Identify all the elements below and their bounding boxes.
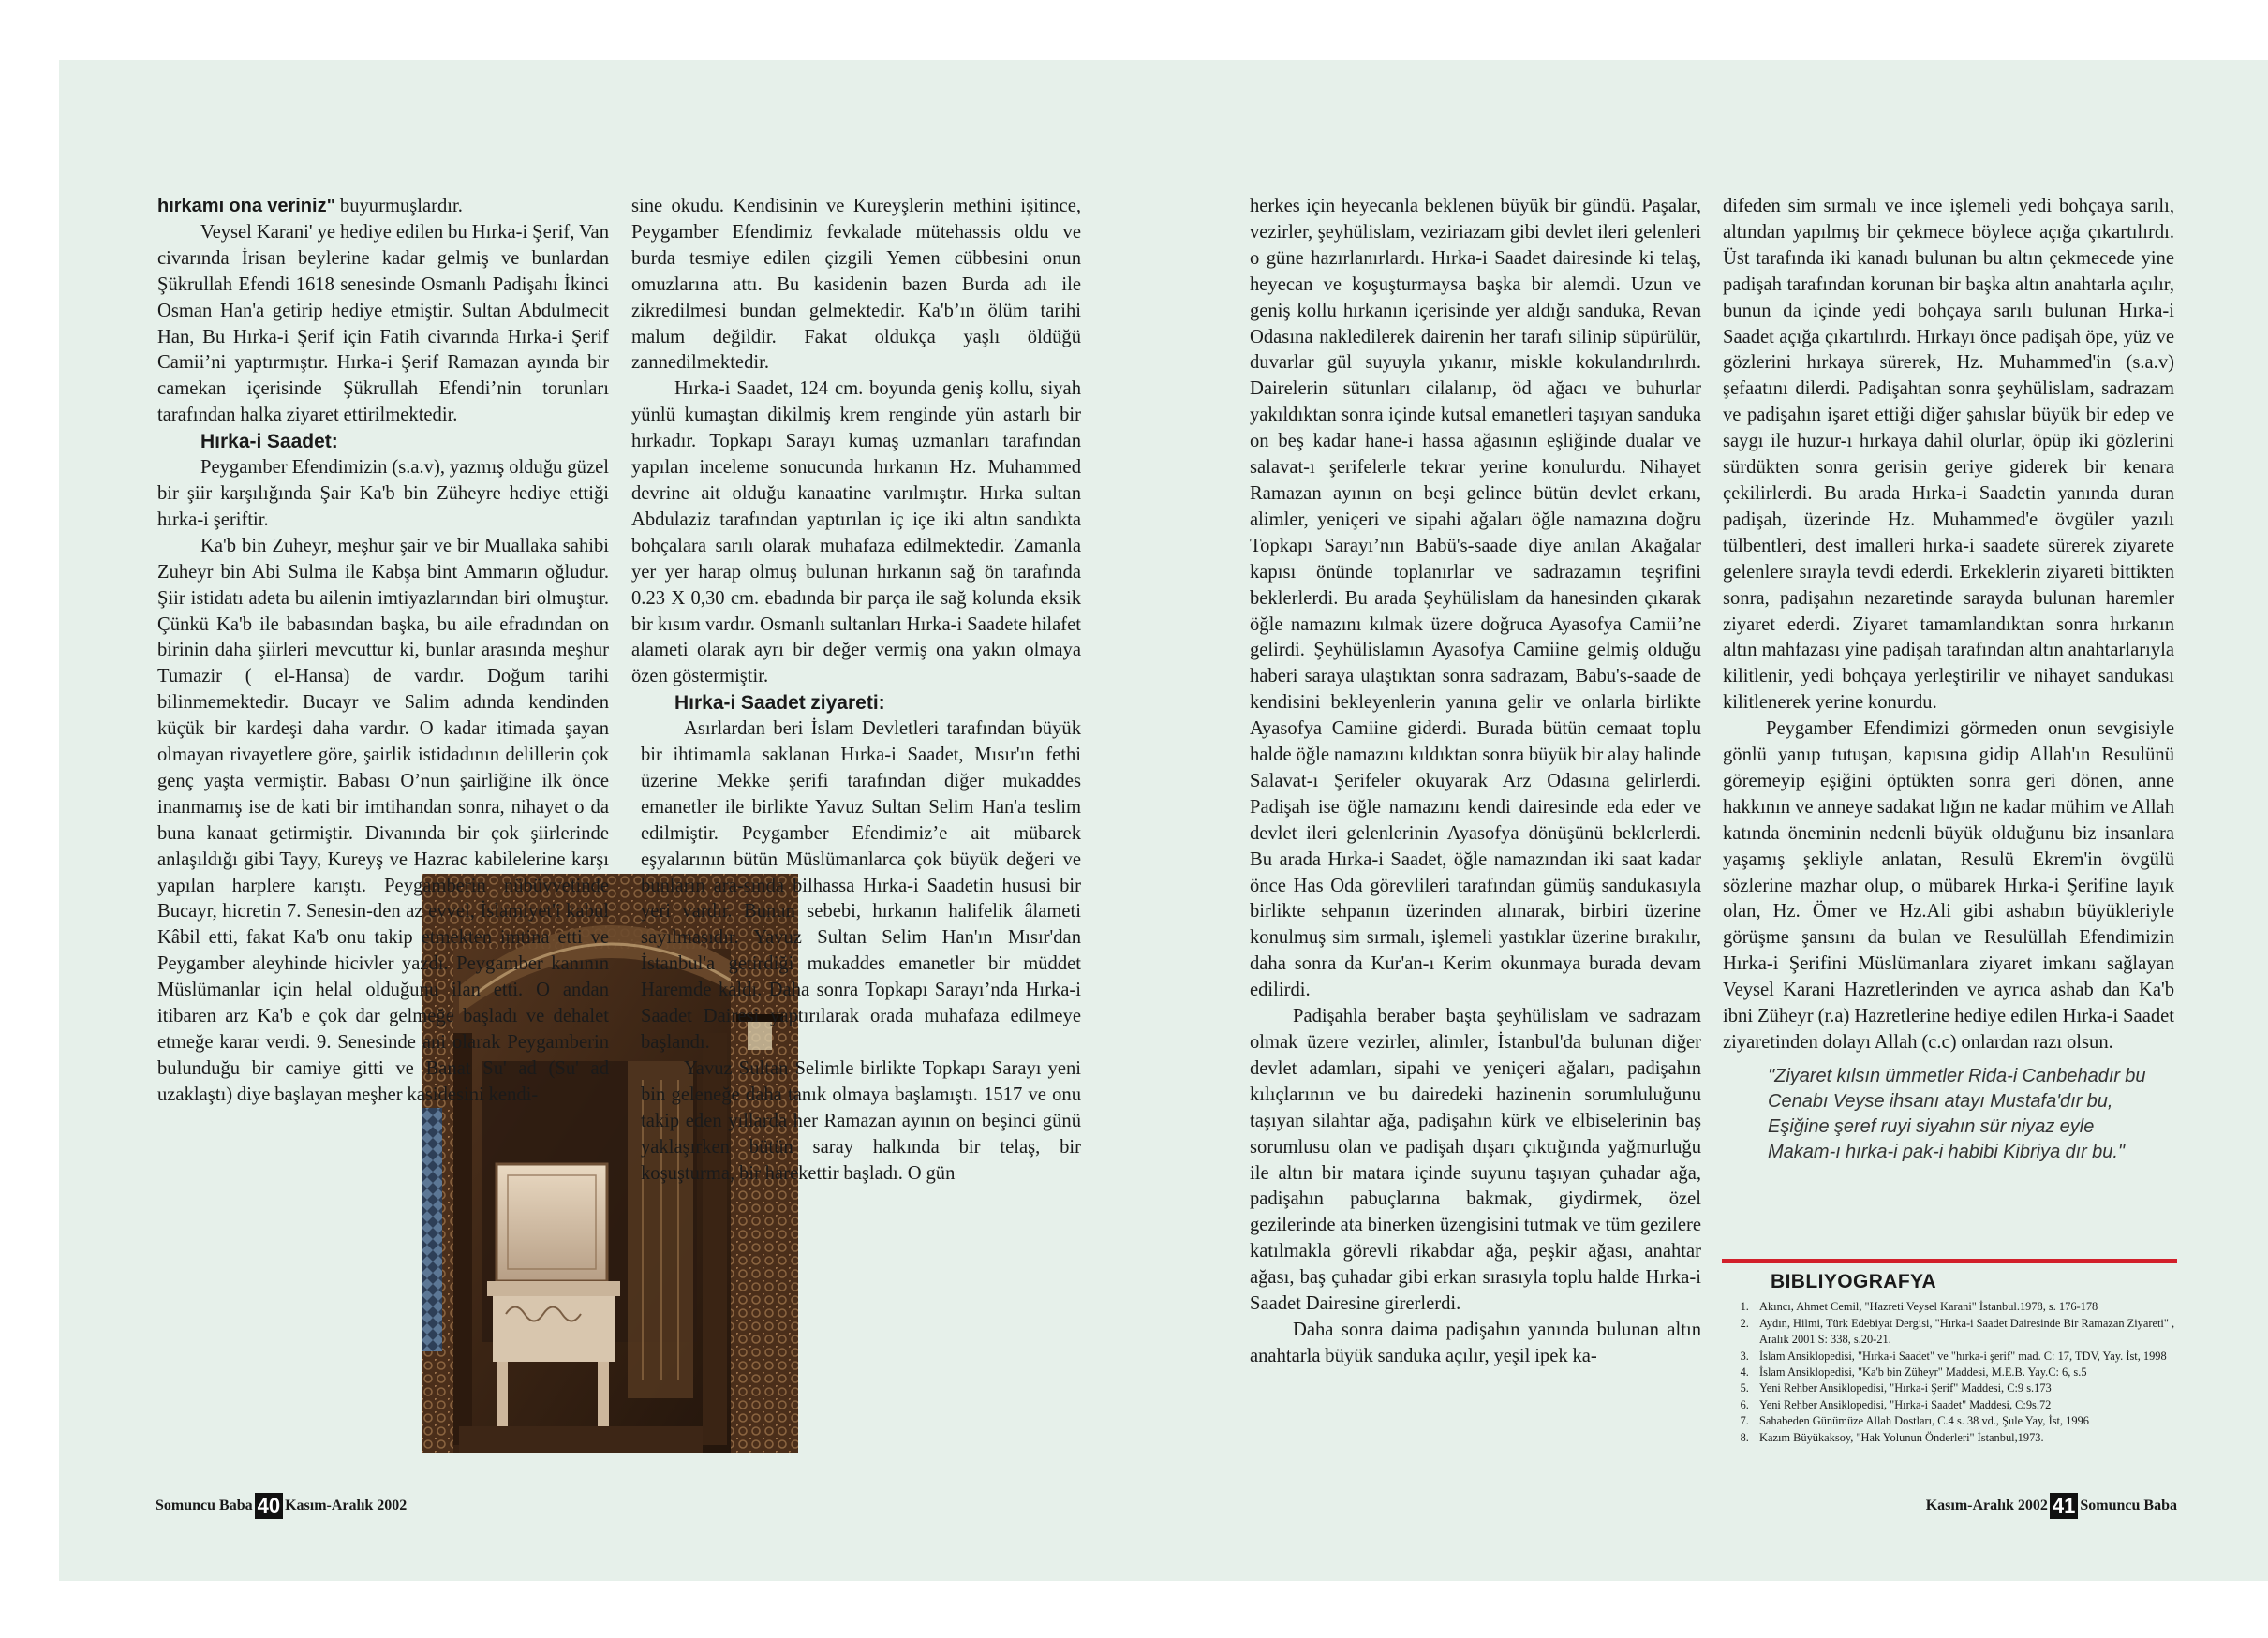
paragraph-text: Asırlardan beri İslam Devletleri tarafından büyük bir ihtimamla saklanan Hırka-i Saadet, Mısır'ın fethi üzerine Mekke şerifi tarafından diğer mukaddes emanetler ile birlikte Yavuz Sultan Selim Han'a teslim edilmiştir. Peygamber Efendimiz’e ait mübarek eşyalarının bütün Müslümanlarca çok büyük değeri ve bunların ara-sında bilhassa Hırka-i Saadetin hususi bir yeri vardır. Bunun sebebi, hırkanın halifelik âlameti sayılmasıdır. Yavuz Sultan Selim Han'ın Mısır'dan İstanbul'a getirdiği mukaddes emanetler bir müddet Haremde kaldı. Daha sonra Topkapı Sarayı’nda Hırka-i Saadet Dairesi yaptırılarak orada muhafaza edilmeye başlandı. (641, 718, 1081, 1053)
paragraph: Padişahla beraber başta şeyhülislam ve sadrazam olmak üzere vezirler, alimler, İstanbul'da bulunan diğer devlet adamları, sipahi ve yeniçeri ağaları, padişahın kılıçlarının ve bu dairedeki hazinenin sorumluluğunu taşıyan silahtar ağa, padişahın kürk ve elbiselerinin baş sorumlusu olan ve padişah dışarı çıktığında yağmurluğu ile altın bir matara içinde suyunu taşıyan çuhadar ağa, padişahın pabuçlarına bakmak, giydirmek, özel gezilerinde ata binerken üzengisini tutmak ve tüm gezilere katılmakla görevli rikabdar ağa, peşkir ağası, anahtar ağası, baş çuhadar gibi erkan sırasıyla toplu halde Hırka-i Saadet Dairesine girerlerdi. (1250, 1006, 1701, 1315)
column-2 (631, 194, 1081, 1421)
paragraph: Veysel Karani' ye hediye edilen bu Hırka-i Şerif, Van civarında İrisan beylerine kadar gelmiş ve bunlardan Şükrullah Efendi 1618 senesinde Osmanlı Padişahı İkinci Osman Han'a getirip hediye etmiştir. Sultan Abdulmecit Han, Bu Hırka-i Şerif için Fatih civarında Hırka-i Şerif Camii’ni yaptırmıştır. Hırka-i Şerif Ramazan ayında bir camekan içerisinde Şükrullah Efendi’nin torunları tarafından halka ziyaret ettirilmektedir. (157, 221, 609, 426)
paragraph: Yavuz Sultan Selimle birlikte Topkapı Sarayı yeni bin geleneğe daha tanık olmaya başlamıştı. 1517 ve onu takip eden yıllarda her Ramazan ayının on beşinci günü yaklaşırken bütün saray halkında bir telaş, bir koşuşturma, bir harekettir başladı. O gün (641, 1057, 1081, 1184)
paragraph-with-photo (631, 716, 1081, 1056)
bibliography (1724, 1271, 2177, 1446)
bibliography-title: BIBLIYOGRAFYA (1771, 1271, 1937, 1292)
poem-line: Eşiğine şeref ruyi siyahın sür niyaz eyle (1768, 1115, 2095, 1137)
bibliography-item: 1. Akıncı, Ahmet Cemil, "Hazreti Veysel Karani" İstanbul.1978, s. 176-178 (1752, 1299, 2177, 1315)
paragraph: difeden sim sırmalı ve ince işlemeli yedi bohçaya sarılı, altından yapılmış bir çekmece böylece açığa çıkartılırdı. Üst tarafında iki kanadı bulunan bu altın çekmecede yine padişah tarafından korunan bir başka altın anahtarla açılır, bunun da içinde yedi bohçaya sarılı bulunan Hırka-i Saadet açığa çıkartılırdı. Hırkayı önce padişah öpe, yüz ve gözlerini hırkaya sürerek, Hz. Muhammed'in (s.a.v) şefaatını dilerdi. Padişahtan sonra şeyhülislam, sadrazam ve padişahın işaret ettiği diğer şahıslar büyük bir edep ve saygı ile huzur-ı hırkaya dahil olurlar, öpüp iki gözlerini sürdükten sonra gerisin geriye giderek bir kenara çekilirlerdi. Bu arada Hırka-i Saadetin yanında duran padişah, üzerinde Hz. Muhammed'e övgüler yazılı tülbentleri, dest imalleri hırka-i saadete sürerek ziyarete gelenlere sırayla tevdi ederdi. Erkeklerin ziyareti bittikten sonra, padişahın nezaretinde sarayda bulunan haremler ziyaret ederdi. Ziyaret tamamlandıktan sonra hırkanın altın mahfazası yine padişah tarafından altın anahtarlarıyla kilitlenir, yedi bohçaya yerleştirilir ve nihayet sandukası kilitlenerek yerine konurdu. (1723, 196, 2174, 714)
footer-left (156, 1493, 407, 1519)
poem-quote (1768, 1064, 2174, 1165)
page-number: 41 (2050, 1493, 2078, 1519)
paragraph: Peygamber Efendimizi görmeden onun sevgisiyle gönlü yanıp tutuşan, kapısına gidip Allah'ın Resulünü göremeyip eşiğini öptükten sonra geri dönen, anne hakkının ve anneye sadakat lığın ne kadar mühim ve Allah katında öneminin nedenli büyük olduğunu biz insanlara yaşamış şekliyle anlatan, Resulü Ekrem'in övgülü sözlerine mazhar olup, o mübarek Hırka-i Şerifine layık olan, Hz. Ömer ve Hz.Ali gibi ashabın büyükleriyle görüşme şansını da bulan ve Resulüllah Efendimizin Hırka-i Şerifini Müslümanlara ziyaret imkanı sağlayan Veysel Karani Hazretlerinden ve ayrıca ashab dan Ka'b ibni Züheyr (r.a) Hazretlerine hediye edilen Hırka-i Saadet ziyaretinden dolayı Allah (c.c) onlardan razı olsun. (1723, 718, 2174, 1053)
bibliography-item: 7. Sahabeden Günümüze Allah Dostları, C.4 s. 38 vd., Şule Yay, İst, 1996 (1752, 1413, 2177, 1429)
bibliography-item: 2. Aydın, Hilmi, Türk Edebiyat Dergisi, "Hırka-i Saadet Dairesinde Bir Ramazan Ziyareti" , Aralık 2001 S: 338, s.20-21. (1752, 1316, 2177, 1349)
section-heading: Hırka-i Saadet: (200, 431, 338, 453)
page-number: 40 (255, 1493, 283, 1519)
issue-date: Kasım-Aralık 2002 (285, 1498, 408, 1513)
red-divider-rule (1722, 1259, 2177, 1263)
poem-line: "Ziyaret kılsın ümmetler Rida-i Canbehadır bu (1768, 1065, 2146, 1086)
paragraph: herkes için heyecanla beklenen büyük bir gündü. Paşalar, vezirler, şeyhülislam, veziriazam gibi devlet ileri gelenleri o güne hazırlanırlardı. Hırka-i Saadet dairesinde ki telaş, heyecan ve koşuşturmaysa başka bir alemdi. Uzun ve geniş kollu hırkanın içerisinde yer aldığı sanduka, Revan Odasına nakledilerek dairenin her tarafı silinip süpürülür, duvarlar gül suyuyla yıkanır, miskle kokulandırılırdı. Dairelerin sütunları cilalanıp, öd ağacı ve buhurlar yakıldıktan sonra içinde kutsal emanetleri taşıyan sanduka on beş kadar hane-i hassa ağasının eşliğinde dualar ve salavat-ı şerifelerle tekrar yerine konulurdu. Nihayet Ramazan ayının on beşi gelince bütün devlet erkanı, alimler, yeniçeri ve sipahi ağaları öğle namazına doğru Topkapı Sarayı’nın Babü's-saade diye anılan Akağalar kapısı önünde toplanırlar ve sadrazamın teşrifini beklerlerdi. Bu arada Şeyhülislam da hanesinden çıkarak öğle namazını kılmak üzere doğruca Ayasofya Camii’ne gelirdi. Şeyhülislamın Ayasofya Camiine gelmiş olduğu haberi saraya ulaştıktan sonra sadrazam, Babu's-saade de kendisini bekleyenlerin yanına gelir ve onlarla birlikte Ayasofya Camiine giderdi. Burada bütün cemaat toplu halde öğle namazını kıldıktan sonra büyük bir alay halinde Salavat-ı Şerifeler okuyarak Arz Odasına gelirlerdi. Padişah ise öğle namazını kendi dairesinde eda eder ve devlet ileri gelenlerinin Ayasofya dönüşünü beklerlerdi. Bu arada Hırka-i Saadet, öğle namazından iki saat kadar önce Has Oda görevlileri tarafından gümüş sandukasıyla birlikte sehpanın üzerinden alınarak, birbiri üzerine konulmuş sim sırmalı, işlemeli yastıklar üzerine bırakılır, daha sonra da Kur'an-ı Kerim okunmaya burada devam edilirdi. (1250, 196, 1701, 1001)
article-lead-paragraph (157, 194, 609, 220)
issue-date: Kasım-Aralık 2002 (1925, 1498, 2048, 1513)
footer-right (1926, 1493, 2177, 1519)
magazine-name: Somuncu Baba (2080, 1498, 2177, 1513)
paragraph-with-photo (157, 534, 609, 1109)
bibliography-list (1724, 1299, 2177, 1446)
bibliography-item: 6. Yeni Rehber Ansiklopedisi, "Hırka-i Saadet" Maddesi, C:9s.72 (1752, 1397, 2177, 1413)
paragraph: sine okudu. Kendisinin ve Kureyşlerin methini işitince, Peygamber Efendimiz fevkalade mütehassis oldu ve burda tesmiye edilen çizgili Yemen cübbesini onun omuzlarına attı. Bu kasidenin bazen Burda adı ile zikredilmesi bundan gelmektedir. Ka'b’ın ölüm tarihi malum değildir. Fakat oldukça yaşlı öldüğü zannedilmektedir. (631, 196, 1081, 374)
paragraph-text: Ka'b bin Zuheyr, meşhur şair ve bir Muallaka sahibi Zuheyr bin Abi Sulma ile Kabşa bint Ammarın oğludur. Şiir istidatı adeta bu ailenin imtiyazlarından biri olmuştur. Çünkü Ka'b ile babasından başka, bu aile efradından on birinin daha şiirleri mevcuttur ki, bunlar arasında meşhur Tumazir ( el-Hansa) de vardır. Doğum tarihi bilinmemektedir. Bucayr ve Salim adında kendinden küçük bir kardeşi daha vardır. O kadar itimada şayan olmayan rivayetlere göre, şairlik istidadının delillerin çok genç yaşta vermiştir. Babası O’nun şairliğine ilk önce inanmamış ise de kati bir imtihandan sonra, nihayet o da buna kanaat getirmiştir. Divanında bir çok şiirlerinde anlaşıldığı gibi Tayy, Kureyş ve Hazrac kabilelerine karşı yapılan harplere karıştı. Peygamberin nübüvvetinde Bucayr, hicretin 7. Senesin-den az evvel, İslamiyet'i kabul Kâbil etti, fakat Ka'b onu takip etmekten imtina etti ve Peygamber aleyhinde hicivler yazdı. Peygamber kanının Müslümanlar için helal olduğunu ilan etti. O andan itibaren arz Ka'b e çok dar gelmeğe başladı ve dehalet etmeğe karar verdi. 9. Senesinde ani olarak Peygamberin bulunduğu bir camiye gitti ve Banat Su' ad (Su' ad uzaklaştı) diye başlayan meşher kasidesini kendi- (157, 535, 609, 1105)
poem-line: Cenabı Veyse ihsanı atayı Mustafa'dır bu, (1768, 1090, 2113, 1112)
magazine-name: Somuncu Baba (156, 1498, 253, 1513)
poem-line: Makam-ı hırka-i pak-i habibi Kibriya dır bu." (1768, 1141, 2125, 1162)
bibliography-item: 3. İslam Ansiklopedisi, "Hırka-i Saadet" ve "hırka-i şerif" mad. C: 17, TDV, Yay. İst, 1998 (1752, 1349, 2177, 1365)
paragraph: Daha sonra daima padişahın yanında bulunan altın anahtarla büyük sanduka açılır, yeşil ipek ka- (1250, 1319, 1701, 1366)
paragraph: Hırka-i Saadet, 124 cm. boyunda geniş kollu, siyah yünlü kumaştan dikilmiş krem renginde yün astarlı bir hırkadır. Topkapı Sarayı kumaş uzmanları tarafından yapılan inceleme sonucunda hırkanın Hz. Muhammed devrine ait olduğu kanaatine varılmıştır. Hırka sultan Abdulaziz tarafından yaptırılan iç içe iki altın sandıkta bohçalara sarılı olarak muhafaza edilmektedir. Zamanla yer yer harap olmuş bulunan hırkanın sağ ön tarafında 0.23 X 0,30 cm. ebadında bir parça ile sağ kolunda eksik bir kısım vardır. Osmanlı sultanları Hırka-i Saadete hilafet alameti olarak ayrı bir değer vermiş ona yakın olmaya özen göstermiştir. (631, 378, 1081, 687)
paragraph: Peygamber Efendimizin (s.a.v), yazmış olduğu güzel bir şiir karşılığında Şair Ka'b bin Züheyre hediye ettiği hırka-i şeriftir. (157, 457, 609, 530)
lead-quote: hırkamı ona veriniz" (157, 196, 336, 216)
bibliography-item: 5. Yeni Rehber Ansiklopedisi, "Hırka-i Şerif" Maddesi, C:9 s.173 (1752, 1380, 2177, 1396)
section-heading: Hırka-i Saadet ziyareti: (674, 692, 885, 715)
column-3 (1250, 194, 1701, 1370)
column-4 (1723, 194, 2174, 1165)
column-1 (157, 194, 609, 1109)
lead-rest: buyurmuşlardır. (335, 196, 463, 216)
bibliography-item: 4. İslam Ansiklopedisi, "Ka'b bin Züheyr" Maddesi, M.E.B. Yay.C: 6, s.5 (1752, 1365, 2177, 1380)
bibliography-item: 8. Kazım Büyükaksoy, "Hak Yolunun Önderleri" İstanbul,1973. (1752, 1430, 2177, 1446)
